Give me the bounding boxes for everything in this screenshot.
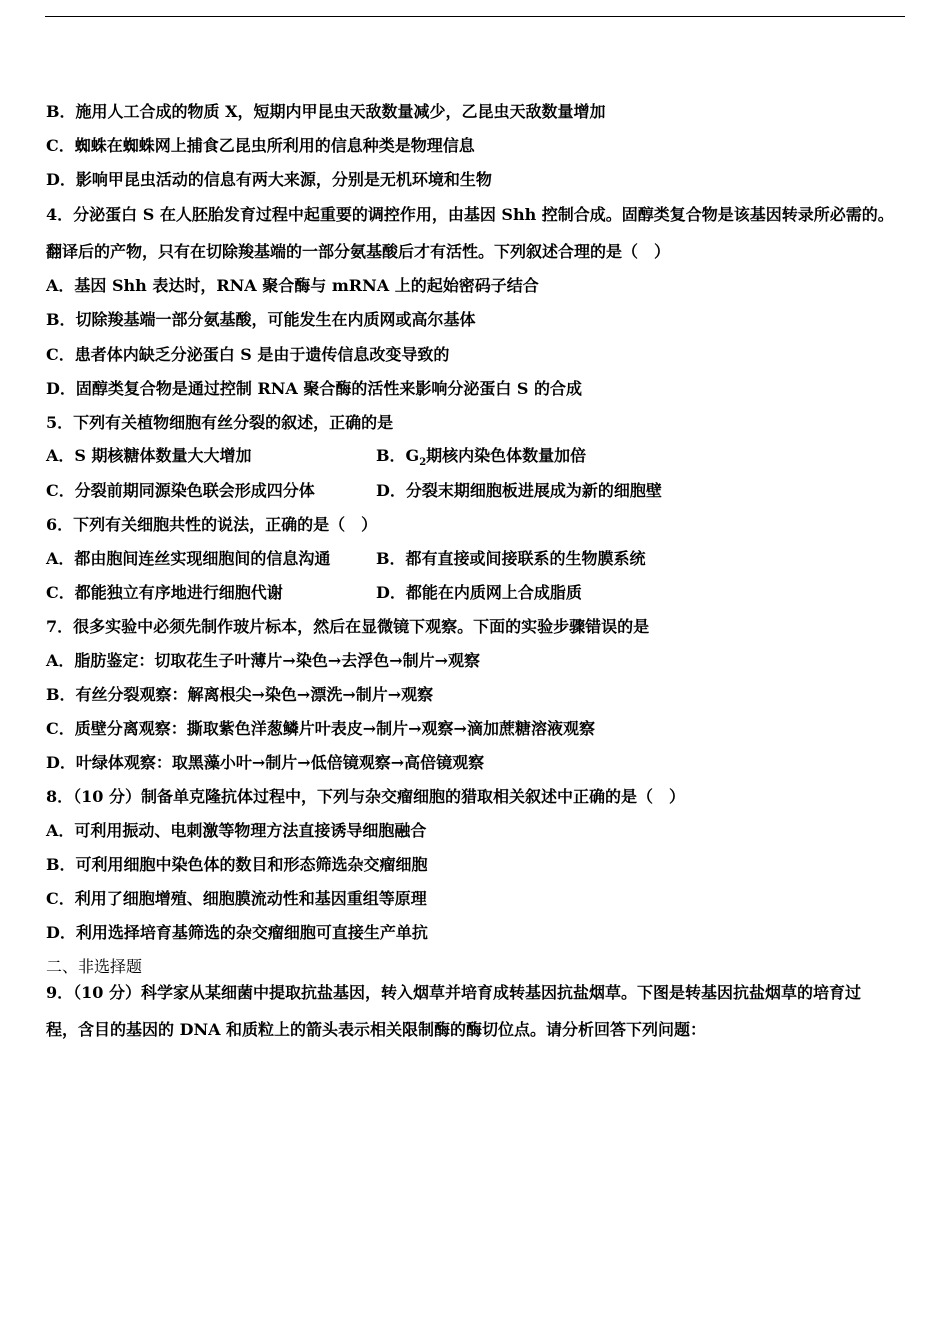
q7-stem: 7．很多实验中必须先制作玻片标本，然后在显微镜下观察。下面的实验步骤错误的是 bbox=[46, 617, 650, 636]
q7-option-a: A．脂肪鉴定：切取花生子叶薄片→染色→去浮色→制片→观察 bbox=[46, 651, 481, 670]
q4-option-a: A．基因 Shh 表达时，RNA 聚合酶与 mRNA 上的起始密码子结合 bbox=[46, 276, 539, 295]
q6-option-a: A．都由胞间连丝实现细胞间的信息沟通 bbox=[46, 549, 331, 568]
q7-option-c: C．质壁分离观察：撕取紫色洋葱鳞片叶表皮→制片→观察→滴加蔗糖溶液观察 bbox=[46, 719, 595, 738]
q9-stem-line1: 9．（10 分）科学家从某细菌中提取抗盐基因，转入烟草并培育成转基因抗盐烟草。下图是转基因抗盐烟草的培育过 bbox=[46, 983, 861, 1002]
q3-option-d: D．影响甲昆虫活动的信息有两大来源，分别是无机环境和生物 bbox=[46, 170, 492, 189]
q9-stem-line2: 程，含目的基因的 DNA 和质粒上的箭头表示相关限制酶的酶切位点。请分析回答下列问题： bbox=[46, 1020, 707, 1039]
q3-option-c: C．蜘蛛在蜘蛛网上捕食乙昆虫所利用的信息种类是物理信息 bbox=[46, 136, 475, 155]
q5-option-c: C．分裂前期同源染色联会形成四分体 bbox=[46, 481, 315, 500]
q4-stem-line2: 翻译后的产物，只有在切除羧基端的一部分氨基酸后才有活性。下列叙述合理的是（ ） bbox=[46, 242, 671, 261]
q5-option-b-subscript: 2 bbox=[419, 457, 427, 469]
q6-stem: 6．下列有关细胞共性的说法，正确的是（ ） bbox=[46, 515, 378, 534]
q6-option-d: D．都能在内质网上合成脂质 bbox=[376, 583, 582, 602]
q4-option-c: C．患者体内缺乏分泌蛋白 S 是由于遗传信息改变导致的 bbox=[46, 345, 450, 364]
q4-option-b: B．切除羧基端一部分氨基酸，可能发生在内质网或高尔基体 bbox=[46, 310, 476, 329]
q5-option-b bbox=[376, 446, 587, 469]
section-heading: 二、非选择题 bbox=[46, 957, 143, 976]
q7-option-d: D．叶绿体观察：取黑藻小叶→制片→低倍镜观察→高倍镜观察 bbox=[46, 753, 485, 772]
q5-option-b-post: 期核内染色体数量加倍 bbox=[426, 446, 587, 465]
q5-stem: 5．下列有关植物细胞有丝分裂的叙述，正确的是 bbox=[46, 413, 394, 432]
q6-option-b: B．都有直接或间接联系的生物膜系统 bbox=[376, 549, 646, 568]
q8-stem: 8．（10 分）制备单克隆抗体过程中，下列与杂交瘤细胞的猎取相关叙述中正确的是（ ） bbox=[46, 787, 685, 806]
q5-options-row2 bbox=[46, 481, 662, 501]
q4-option-d: D．固醇类复合物是通过控制 RNA 聚合酶的活性来影响分泌蛋白 S 的合成 bbox=[46, 379, 583, 398]
q6-options-row1 bbox=[46, 549, 646, 569]
q5-option-a: A．S 期核糖体数量大大增加 bbox=[46, 446, 252, 465]
q8-option-c: C．利用了细胞增殖、细胞膜流动性和基因重组等原理 bbox=[46, 889, 427, 908]
q3-option-b: B．施用人工合成的物质 X，短期内甲昆虫天敌数量减少，乙昆虫天敌数量增加 bbox=[46, 102, 606, 121]
q5-option-b-pre: B．G bbox=[376, 446, 420, 465]
q8-option-b: B．可利用细胞中染色体的数目和形态筛选杂交瘤细胞 bbox=[46, 855, 428, 874]
q7-option-b: B．有丝分裂观察：解离根尖→染色→漂洗→制片→观察 bbox=[46, 685, 434, 704]
q4-stem-line1: 4．分泌蛋白 S 在人胚胎发育过程中起重要的调控作用，由基因 Shh 控制合成。固醇类复合物是该基因转录所必需的。 bbox=[46, 205, 894, 224]
q5-options-row1 bbox=[46, 446, 587, 469]
header-rule bbox=[45, 16, 905, 17]
q8-option-d: D．利用选择培育基筛选的杂交瘤细胞可直接生产单抗 bbox=[46, 923, 428, 942]
q5-option-d: D．分裂末期细胞板进展成为新的细胞壁 bbox=[376, 481, 662, 500]
q8-option-a: A．可利用振动、电刺激等物理方法直接诱导细胞融合 bbox=[46, 821, 427, 840]
q6-options-row2 bbox=[46, 583, 582, 603]
q6-option-c: C．都能独立有序地进行细胞代谢 bbox=[46, 583, 283, 602]
